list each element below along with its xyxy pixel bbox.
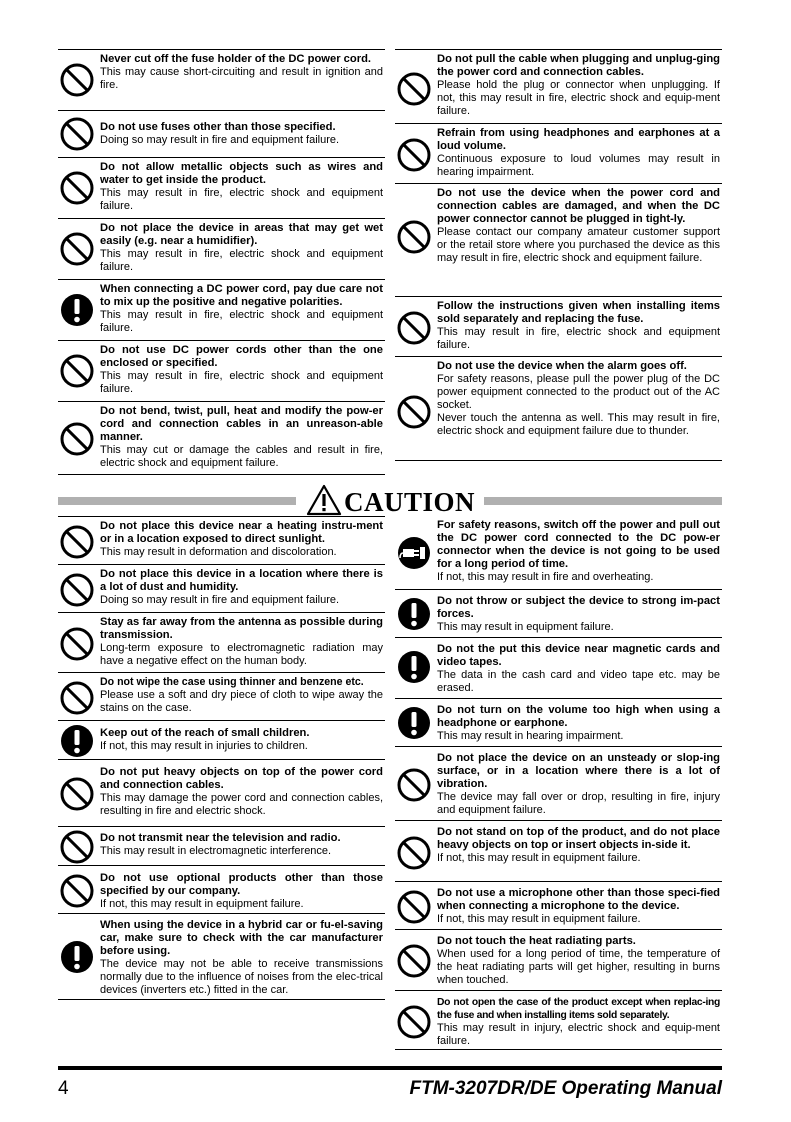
prohibited-icon bbox=[60, 627, 94, 661]
prohibited-icon bbox=[397, 768, 431, 802]
mandatory-exclamation-icon bbox=[397, 597, 431, 631]
prohibited-icon bbox=[397, 944, 431, 978]
caution-title: Do not transmit near the television and radio. bbox=[100, 832, 341, 844]
caution-item bbox=[58, 865, 385, 913]
caution-item bbox=[395, 881, 722, 929]
mandatory-exclamation-icon bbox=[60, 293, 94, 327]
prohibited-icon bbox=[60, 354, 94, 388]
warning-title: When connecting a DC power cord, pay due care not to mix up the positive and negative polarities. bbox=[100, 283, 383, 308]
warning-item bbox=[395, 183, 722, 296]
caution-item bbox=[58, 913, 385, 999]
caution-body: If not, this may result in equipment failure. bbox=[437, 852, 641, 864]
prohibited-icon bbox=[60, 63, 94, 97]
warning-body: Doing so may result in fire and equipment failure. bbox=[100, 134, 340, 146]
caution-title: Do not place this device near a heating instru-ment or in a location exposed to direct sunlight. bbox=[100, 520, 383, 545]
prohibited-icon bbox=[397, 836, 431, 870]
prohibited-icon bbox=[60, 525, 94, 559]
mandatory-exclamation-icon bbox=[60, 940, 94, 974]
divider bbox=[395, 1049, 722, 1050]
warning-title: Do not bend, twist, pull, heat and modify the pow-er cord and connection cables in an unreason-able manner. bbox=[100, 405, 383, 443]
caution-label: CAUTION bbox=[344, 487, 476, 517]
caution-title: Do not place the device on an unsteady or slop-ing surface, or in a location where there is a lot of vibration. bbox=[437, 752, 720, 790]
caution-body: This may result in deformation and discoloration. bbox=[100, 546, 337, 558]
manual-title: FTM-3207DR/DE Operating Manual bbox=[409, 1078, 722, 1099]
caution-body: If not, this may result in injuries to children. bbox=[100, 740, 308, 752]
caution-title: Do not throw or subject the device to strong im-pact forces. bbox=[437, 595, 720, 620]
warning-body: Please contact our company amateur customer support or the retail store where you purchased the device as this may result in fire, electric shock and equipment failure. bbox=[437, 226, 720, 264]
caution-item bbox=[58, 759, 385, 826]
prohibited-icon bbox=[397, 138, 431, 172]
caution-body: This may result in hearing impairment. bbox=[437, 730, 624, 742]
prohibited-icon bbox=[60, 117, 94, 151]
caution-item bbox=[395, 589, 722, 637]
caution-item bbox=[58, 826, 385, 865]
warning-item bbox=[58, 157, 385, 218]
warning-body: Please hold the plug or connector when unplugging. If not, this may result in fire, electric shock and equip-ment failure. bbox=[437, 79, 720, 117]
caution-title: Do not use a microphone other than those speci-fied when connecting a microphone to the device. bbox=[437, 887, 720, 912]
caution-item bbox=[58, 564, 385, 612]
warning-item bbox=[395, 356, 722, 456]
prohibited-icon bbox=[397, 1005, 431, 1039]
warning-item bbox=[395, 49, 722, 123]
unplug-icon bbox=[397, 536, 431, 570]
caution-title: Do not the put this device near magnetic cards and video tapes. bbox=[437, 643, 720, 668]
caution-body: This may result in equipment failure. bbox=[437, 621, 614, 633]
prohibited-icon bbox=[397, 890, 431, 924]
warning-triangle-icon bbox=[306, 484, 342, 516]
mandatory-exclamation-icon bbox=[397, 706, 431, 740]
prohibited-icon bbox=[397, 311, 431, 345]
footer-rule bbox=[58, 1066, 722, 1070]
warning-body: For safety reasons, please pull the power plug of the DC power equipment connected to the product out of the AC socket. bbox=[437, 373, 720, 411]
warning-body: Continuous exposure to loud volumes may result in hearing impairment. bbox=[437, 153, 720, 178]
prohibited-icon bbox=[60, 777, 94, 811]
warning-body: This may result in fire, electric shock and equipment failure. bbox=[437, 326, 720, 351]
caution-title: When using the device in a hybrid car or fu-el-saving car, make sure to check with the car manufacturer before using. bbox=[100, 919, 383, 957]
warning-item bbox=[58, 218, 385, 279]
caution-body: This may result in electromagnetic interference. bbox=[100, 845, 332, 857]
warning-body: This may cut or damage the cables and result in fire, electric shock and equipment failure. bbox=[100, 444, 383, 469]
caution-item bbox=[395, 516, 722, 589]
warning-body-extra: Never touch the antenna as well. This may result in fire, electric shock and equipment failure due to thunder. bbox=[437, 412, 720, 437]
warning-title: Do not place the device in areas that may get wet easily (e.g. near a humidifier). bbox=[100, 222, 383, 247]
caution-item bbox=[395, 990, 722, 1049]
prohibited-icon bbox=[60, 874, 94, 908]
caution-item bbox=[58, 672, 385, 720]
prohibited-icon bbox=[397, 395, 431, 429]
warning-item bbox=[58, 340, 385, 401]
caution-item bbox=[395, 698, 722, 746]
caution-title: Do not place this device in a location where there is a lot of dust and humidity. bbox=[100, 568, 383, 593]
warning-title: Do not use DC power cords other than the one enclosed or specified. bbox=[100, 344, 383, 369]
prohibited-icon bbox=[60, 573, 94, 607]
caution-item bbox=[395, 929, 722, 990]
caution-body: If not, this may result in equipment failure. bbox=[437, 913, 641, 925]
caution-item bbox=[58, 720, 385, 759]
caution-body: Please use a soft and dry piece of cloth to wipe away the stains on the case. bbox=[100, 689, 383, 714]
mandatory-exclamation-icon bbox=[397, 650, 431, 684]
caution-item bbox=[395, 746, 722, 820]
prohibited-icon bbox=[60, 830, 94, 864]
caution-item bbox=[395, 637, 722, 698]
caution-body: The data in the cash card and video tape etc. may be erased. bbox=[437, 669, 720, 694]
caution-title: Do not wipe the case using thinner and benzene etc. bbox=[100, 676, 364, 688]
warning-title: Do not pull the cable when plugging and unplug-ging the power cord and connection cables. bbox=[437, 53, 720, 78]
caution-title: Do not stand on top of the product, and do not place heavy objects on top or insert objects in-side it. bbox=[437, 826, 720, 851]
mandatory-exclamation-icon bbox=[60, 724, 94, 758]
warning-title: Do not use the device when the power cord and connection cables are damaged, and when the DC power connector cannot be plugged in tight-ly. bbox=[437, 187, 720, 225]
prohibited-icon bbox=[60, 681, 94, 715]
caution-body: The device may not be able to receive transmissions normally due to the influence of noises from the elec-trical devices (inverters etc.) fitted in the car. bbox=[100, 958, 383, 996]
prohibited-icon bbox=[397, 220, 431, 254]
warning-item bbox=[395, 296, 722, 356]
caution-body: If not, this may result in fire and overheating. bbox=[437, 571, 654, 583]
warning-item bbox=[395, 123, 722, 183]
caution-body: When used for a long period of time, the temperature of the heat radiating parts will get higher, resulting in burns when touched. bbox=[437, 948, 720, 986]
caution-title: Keep out of the reach of small children. bbox=[100, 727, 310, 739]
caution-body: This may result in injury, electric shock and equip-ment failure. bbox=[437, 1022, 720, 1047]
prohibited-icon bbox=[60, 422, 94, 456]
caution-heading bbox=[306, 484, 486, 520]
warning-body: This may result in fire, electric shock and equipment failure. bbox=[100, 187, 383, 212]
warning-item bbox=[58, 110, 385, 157]
caution-title: For safety reasons, switch off the power and pull out the DC power cord connected to the DC pow-er connector when the device is not going to be used for a long period of time. bbox=[437, 519, 720, 570]
caution-item bbox=[58, 612, 385, 672]
warning-body: This may cause short-circuiting and result in ignition and fire. bbox=[100, 66, 383, 91]
warning-title: Do not use the device when the alarm goes off. bbox=[437, 360, 687, 372]
warning-title: Do not allow metallic objects such as wires and water to get inside the product. bbox=[100, 161, 383, 186]
caution-item bbox=[58, 516, 385, 564]
caution-bar-left bbox=[58, 497, 296, 505]
page-number: 4 bbox=[58, 1078, 69, 1099]
caution-title: Do not touch the heat radiating parts. bbox=[437, 935, 636, 947]
warning-title: Follow the instructions given when installing items sold separately and replacing the fuse. bbox=[437, 300, 720, 325]
warning-body: This may result in fire, electric shock and equipment failure. bbox=[100, 309, 383, 334]
caution-title: Stay as far away from the antenna as possible during transmission. bbox=[100, 616, 383, 641]
caution-body: The device may fall over or drop, resulting in fire, injury and equipment failure. bbox=[437, 791, 720, 816]
caution-body: This may damage the power cord and connection cables, resulting in fire and electric shock. bbox=[100, 792, 383, 817]
warning-title: Do not use fuses other than those specified. bbox=[100, 121, 336, 133]
prohibited-icon bbox=[60, 171, 94, 205]
divider bbox=[58, 999, 385, 1000]
caution-bar-right bbox=[484, 497, 722, 505]
warning-item bbox=[58, 49, 385, 110]
warning-body: This may result in fire, electric shock and equipment failure. bbox=[100, 248, 383, 273]
prohibited-icon bbox=[397, 72, 431, 106]
caution-title: Do not use optional products other than those specified by our company. bbox=[100, 872, 383, 897]
warning-item bbox=[58, 279, 385, 340]
warning-title: Never cut off the fuse holder of the DC power cord. bbox=[100, 53, 372, 65]
caution-item bbox=[395, 820, 722, 881]
caution-body: Long-term exposure to electromagnetic radiation may have a negative effect on the human body. bbox=[100, 642, 383, 667]
caution-title: Do not turn on the volume too high when using a headphone or earphone. bbox=[437, 704, 720, 729]
divider bbox=[395, 460, 722, 461]
caution-body: If not, this may result in equipment failure. bbox=[100, 898, 304, 910]
warning-item bbox=[58, 401, 385, 475]
caution-title: Do not open the case of the product except when replac-ing the fuse and when installing items sold separately. bbox=[437, 997, 720, 1021]
caution-title: Do not put heavy objects on top of the power cord and connection cables. bbox=[100, 766, 383, 791]
warning-title: Refrain from using headphones and earphones at a loud volume. bbox=[437, 127, 720, 152]
caution-body: Doing so may result in fire and equipment failure. bbox=[100, 594, 340, 606]
warning-body: This may result in fire, electric shock and equipment failure. bbox=[100, 370, 383, 395]
prohibited-icon bbox=[60, 232, 94, 266]
divider bbox=[58, 474, 385, 475]
